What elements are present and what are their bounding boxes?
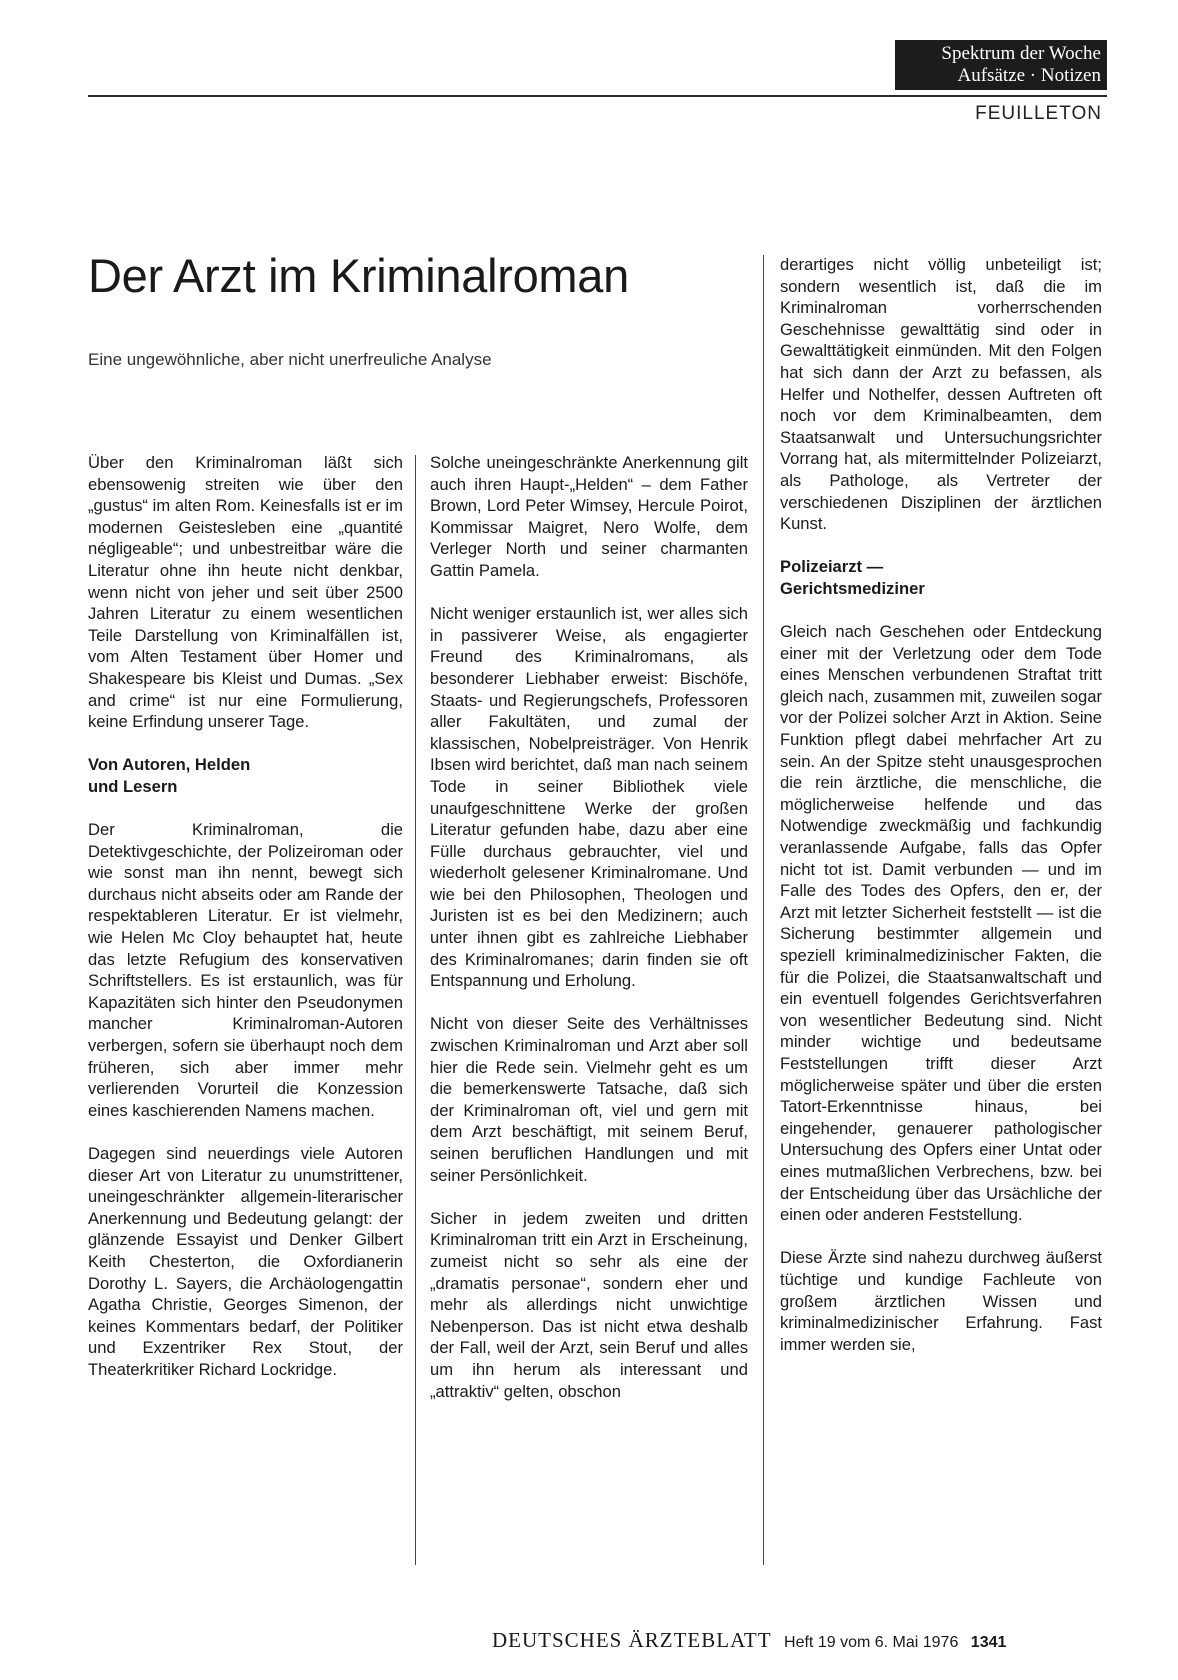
- column-divider: [415, 455, 416, 1565]
- page-number: 1341: [970, 1634, 1007, 1651]
- text-column-2: [430, 452, 748, 1424]
- paragraph: Solche uneingeschränkte Anerkennung gilt auch ihren Haupt-„Helden“ – dem Father Brown, Lord Peter Wimsey, Hercule Poirot, Kommissar Maigret, Nero Wolfe, dem Verleger North und seiner charmanten Gattin Pamela.: [430, 453, 748, 580]
- paragraph: Dagegen sind neuerdings viele Autoren dieser Art von Literatur zu unumstrittener, uneingeschränkter allgemein-literarischer Anerkennung und Bedeutung gelangt: der glänzende Essayist und Denker Gilbert Keith Chesterton, die Oxfordianerin Dorothy L. Sayers, die Archäologengattin Agatha Christie, Georges Simenon, der keines Kommentars bedarf, der Politiker und Exzentriker Rex Stout, der Theaterkritiker Richard Lockridge.: [88, 1144, 403, 1379]
- paragraph: Gleich nach Geschehen oder Entdeckung einer mit der Verletzung oder dem Tode eines Menschen verbundenen Straftat tritt gleich nach, zusammen mit, zuweilen sogar vor der Polizei solcher Arzt in Aktion. Seine Funktion pflegt dabei mehrfacher Art zu sein. An der Spitze steht unausgesprochen die rein ärztliche, die menschliche, die möglicherweise helfende und das Notwendige zweckmäßig und fachkundig veranlassende Aufgabe, falls das Opfer nicht tot ist. Damit verbunden — und im Falle des Todes des Opfers, den er, der Arzt mit letzter Sicherheit feststellt — ist die Sicherung bestimmter allgemein und speziell kriminalmedizinischer Fakten, die für die Polizei, die Staatsanwaltschaft und ein eventuell folgendes Gerichtsverfahren von wesentlicher Bedeutung sind. Nicht minder wichtige und bedeutsame Feststellungen trifft dieser Arzt möglicherweise später und über die ersten Tatort-Erkenntnisse hinaus, bei eingehender, genauerer pathologischer Untersuchung des Opfers einer Untat oder eines mutmaßlichen Verbrechens, bzw. bei der Entscheidung über das Ursächliche der einen oder anderen Feststellung.: [780, 622, 1102, 1225]
- paragraph: Diese Ärzte sind nahezu durchweg äußerst tüchtige und kundige Fachleute von großem ärztlichen Wissen und kriminalmedizinischer Erfahrung. Fast immer werden sie,: [780, 1248, 1102, 1354]
- paragraph: Der Kriminalroman, die Detektivgeschichte, der Polizeiroman oder wie sonst man ihn nennt, bewegt sich durchaus nicht abseits oder am Rande der respektableren Literatur. Er ist vielmehr, wie Helen Mc Cloy behauptet hat, heute das letzte Refugium des konservativen Schriftstellers. Es ist erstaunlich, was für Kapazitäten sich hinter den Pseudonymen mancher Kriminalroman-Autoren verbergen, sofern sie überhaupt noch dem früheren, sich aber immer mehr verlierenden Vorurteil die Konzession eines kaschierenden Namens machen.: [88, 820, 403, 1120]
- text-column-1: [88, 452, 403, 1402]
- subheading: Von Autoren, Helden und Lesern: [88, 755, 251, 796]
- section-name: FEUILLETON: [975, 103, 1102, 124]
- issue-info: Heft 19 vom 6. Mai 1976: [784, 1634, 959, 1651]
- paragraph: Nicht weniger erstaunlich ist, wer alles sich in passiverer Weise, als engagierter Freund des Kriminalromans, als besonderer Liebhaber erweist: Bischöfe, Staats- und Regierungschefs, Professoren aller Fakultäten, und zumal der klassischen, Nobelpreisträger. Von Henrik Ibsen wird berichtet, daß man nach seinem Tode in seiner Bibliothek viele unaufgeschnittene Werke der großen Literatur gefunden habe, dazu aber eine Fülle durchaus gebrauchter, viel und wiederholt gelesener Kriminalromane. Und wie bei den Philosophen, Theologen und Juristen ist es bei den Medizinern; auch unter ihnen gibt es zahlreiche Liebhaber des Kriminalromanes; darin finden sie oft Entspannung und Erholung.: [430, 604, 748, 991]
- subheading: Polizeiarzt — Gerichtsmediziner: [780, 557, 925, 598]
- paragraph: Sicher in jedem zweiten und dritten Kriminalroman tritt ein Arzt in Erscheinung, zumeist nicht so sehr als eine der „dramatis personae“, sondern eher und mehr als allerdings nicht unwichtige Nebenperson. Das ist nicht etwa deshalb der Fall, weil der Arzt, sein Beruf und alles um ihn herum als interessant und „attraktiv“ gelten, obschon: [430, 1208, 748, 1401]
- article-title: Der Arzt im Kriminalroman: [88, 249, 629, 302]
- journal-name: DEUTSCHES ÄRZTEBLATT: [492, 1628, 772, 1652]
- column-divider: [763, 255, 764, 1565]
- section-label-line1: Spektrum der Woche: [941, 43, 1101, 64]
- section-label-line2: Aufsätze · Notizen: [957, 65, 1101, 86]
- section-label-box: [895, 40, 1107, 90]
- paragraph: derartiges nicht völlig unbeteiligt ist; sondern wesentlich ist, daß die im Kriminalroman vorherrschenden Geschehnisse gewalttätig sind oder in Gewalttätigkeit einmünden. Mit den Folgen hat sich dann der Arzt zu befassen, als Helfer und Nothelfer, dessen Auftreten oft noch vor dem Kriminalbeamten, dem Staatsanwalt und Untersuchungsrichter Vorrang hat, als mitermittelnder Polizeiarzt, als Pathologe, als Vertreter der verschiedenen Disziplinen der ärztlichen Kunst.: [780, 255, 1102, 534]
- paragraph: Nicht von dieser Seite des Verhältnisses zwischen Kriminalroman und Arzt aber soll hier die Rede sein. Vielmehr geht es um die bemerkenswerte Tatsache, daß sich der Kriminalroman oft, viel und gern mit dem Arzt beschäftigt, mit seinem Beruf, seinen beruflichen Handlungen und mit seiner Persönlichkeit.: [430, 1014, 748, 1185]
- text-column-3: [780, 254, 1102, 1377]
- article-subtitle: Eine ungewöhnliche, aber nicht unerfreuliche Analyse: [88, 350, 492, 369]
- header-rule: [88, 95, 1107, 97]
- paragraph: Über den Kriminalroman läßt sich ebensowenig streiten wie über den „gustus“ im alten Rom. Keinesfalls ist er im modernen Geistesleben eine „quantité négligeable“; und unbestreitbar wäre die Literatur ohne ihn heute nicht denkbar, wenn nicht von jeher und seit über 2500 Jahren Literatur zu einem wesentlichen Teile Darstellung von Kriminalfällen ist, vom Alten Testament über Homer und Shakespeare bis Kleist und Dumas. „Sex and crime“ ist nur eine Formulierung, keine Erfindung unserer Tage.: [88, 453, 403, 732]
- page-footer: [492, 1628, 1006, 1653]
